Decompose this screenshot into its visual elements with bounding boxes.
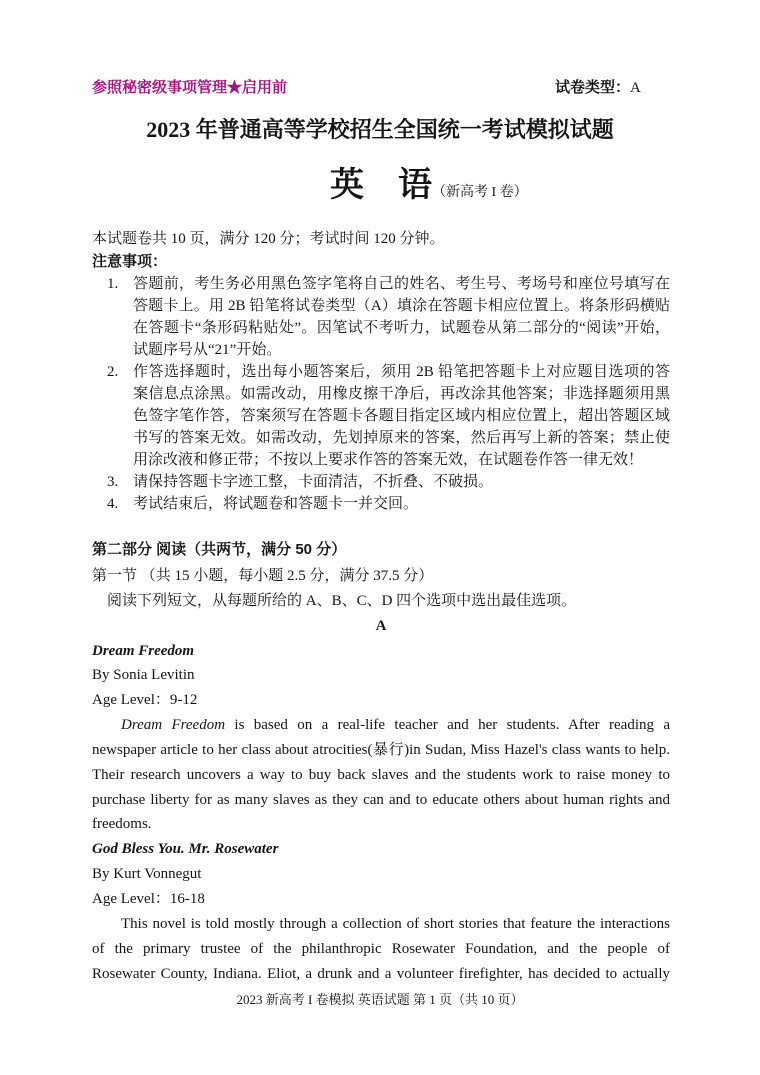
notice-item-line: 请保持答题卡字迹工整，卡面清洁，不折叠、不破损。 [133,474,494,490]
notice-item-line: 案信息点涂黑。如需改动，用橡皮擦干净后，再改涂其他答案；非选择题须用黑 [133,386,670,402]
notice-item-line: 答题卡上。用 2B 铅笔将试卷类型（A）填涂在答题卡相应位置上。将条形码横贴 [133,298,670,314]
subject-heading [330,166,528,213]
book-author: By Sonia Levitin [92,667,195,684]
notice-item-number: 1. [107,276,119,292]
book-description-line [92,713,670,738]
notice-item-line: 用涂改液和修正带；不按以上要求作答的答案无效，在试题卷作答一律无效！ [133,452,644,468]
page-footer: 2023 新高考 I 卷模拟 英语试题 第 1 页（共 10 页） [236,992,524,1007]
book-description-line: This novel is told mostly through a collection of short stories that feature the interactions [121,915,670,932]
notice-item-1 [92,273,670,361]
paper-type [555,78,641,98]
notice-item-line: 考试结束后，将试题卷和答题卡一并交回。 [133,496,419,512]
book-author: By Kurt Vonnegut [92,866,202,883]
book-title: Dream Freedom [92,642,195,659]
notice-item-line: 在答题卡“条形码粘贴处”。因笔试不考听力，试题卷从第二部分的“阅读”开始， [133,320,670,336]
subject-variant: （新高考 I 卷） [432,185,528,200]
book-description-line: newspaper article to her class about atrocities(暴行)in Sudan, Miss Hazel's class wants to help. [92,741,670,758]
book-age-level: Age Level：16-18 [92,890,205,907]
notice-item-line: 书写的答案无效。如需改动，先划掉原来的答案，然后再写上新的答案；禁止使 [133,430,670,446]
book-description-line: purchase liberty for as many slaves as they can and to educate others about human rights and [92,791,670,808]
notice-item-3 [92,471,670,493]
notice-item-number: 4. [107,496,119,512]
exam-title: 2023 年普通高等学校招生全国统一考试模拟试题 [146,117,614,142]
notice-item-line: 试题序号从“21”开始。 [133,342,282,358]
book-title: God Bless You. Mr. Rosewater [92,841,279,858]
notice-item-line: 作答选择题时，选出每小题答案后，须用 2B 铅笔把答题卡上对应题目选项的答 [133,364,670,380]
notice-item-2 [92,361,670,471]
notice-item-line: 答题前，考生务必用黑色签字笔将自己的姓名、考生号、考场号和座位号填写在 [133,276,670,292]
book-description-line: Rosewater County, Indiana. Eliot, a drunk and a volunteer firefighter, has decided to actually [92,965,670,982]
subject-name: 英 语 [330,167,432,204]
book-age-level: Age Level：9-12 [92,692,198,709]
notice-list [92,273,670,515]
exam-intro: 本试题卷共 10 页，满分 120 分；考试时间 120 分钟。 [92,231,445,247]
book-description-line: of the primary trustee of the philanthropic Rosewater Foundation, and the people of [92,940,670,957]
section-one-heading: 第一节 （共 15 小题，每小题 2.5 分，满分 37.5 分） [92,568,434,584]
passage-label: A [375,617,387,634]
notice-item-number: 2. [107,364,119,380]
notice-item-number: 3. [107,474,119,490]
book-description-text: is based on a real-life teacher and her students. After reading a [234,717,670,734]
notice-item-4 [92,493,670,515]
part-two-heading: 第二部分 阅读（共两节，满分 50 分） [92,541,347,558]
paper-type-label: 试卷类型： [555,80,631,96]
paper-type-value: A [630,80,641,96]
notice-heading: 注意事项： [92,254,168,270]
reading-section [92,564,670,986]
confidentiality-notice: 参照秘密级事项管理★启用前 [92,80,288,96]
book-description-line: Their research uncovers a way to buy back slaves and the students work to raise money to [92,766,670,783]
section-instruction: 阅读下列短文，从每题所给的 A、B、C、D 四个选项中选出最佳选项。 [107,592,577,609]
notice-item-line: 色签字笔作答，答案须写在答题卡各题目指定区域内相应位置上，超出答题区域 [133,408,670,424]
book-title-inline: Dream Freedom [121,717,226,734]
book-description-line: freedoms. [92,816,152,833]
